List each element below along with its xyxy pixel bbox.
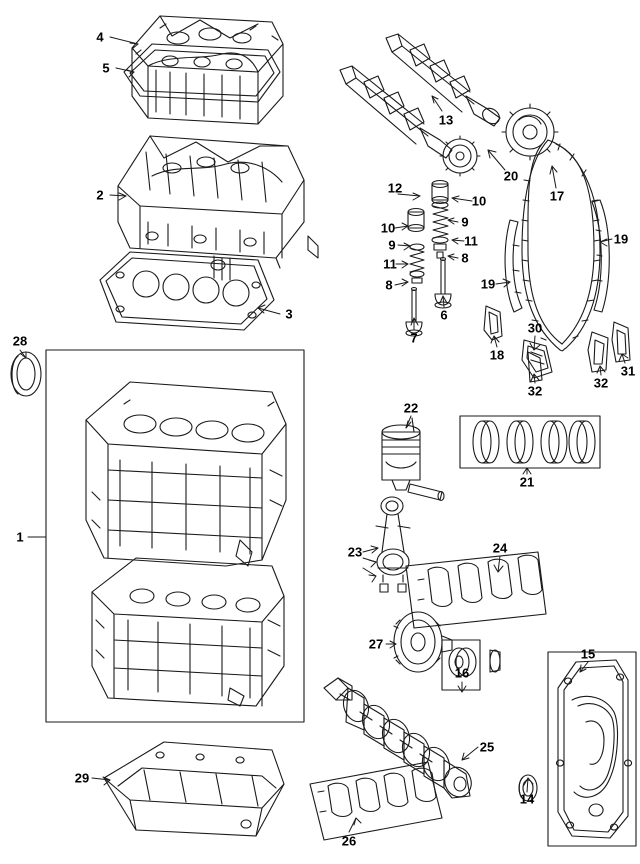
part-main-bearings: [310, 762, 442, 840]
part-valve-lifter: [432, 181, 448, 204]
part-chain-guide-bracket: [484, 306, 502, 340]
part-valve-spring-right: [432, 202, 448, 258]
part-valve-cover: [132, 16, 283, 124]
part-cylinder-block-lower: [92, 558, 284, 706]
part-piston-pin: [408, 484, 444, 501]
part-crankshaft: [324, 678, 475, 801]
callout-17: 17: [549, 188, 565, 204]
callout-8-left: 8: [385, 277, 393, 293]
part-chain-guide-left: [505, 220, 522, 312]
callout-10-upper: 10: [471, 193, 487, 209]
part-timing-chain: [522, 140, 600, 351]
part-valve-lifter-2: [408, 209, 424, 232]
callout-18: 18: [489, 347, 505, 363]
callout-26: 26: [341, 833, 357, 849]
part-valve-cover-gasket: [124, 44, 280, 102]
callout-19-left: 19: [480, 276, 496, 292]
callout-11-left: 11: [383, 256, 397, 272]
part-piston-rings: [460, 416, 600, 468]
part-oil-pan: [104, 742, 284, 836]
callout-14: 14: [519, 791, 535, 807]
callout-5: 5: [102, 60, 110, 76]
part-crankshaft-pulley: [394, 612, 452, 672]
callout-29: 29: [74, 770, 90, 786]
callout-21: 21: [519, 474, 535, 490]
part-cylinder-block-frame: [46, 350, 304, 722]
callout-22: 22: [403, 400, 419, 416]
part-seal-ring: [11, 352, 41, 396]
callout-2: 2: [96, 187, 104, 203]
callout-10-left: 10: [380, 220, 396, 236]
callout-28: 28: [12, 333, 28, 349]
callout-25: 25: [479, 739, 495, 755]
part-camshaft-sprocket: [502, 104, 558, 160]
callout-24: 24: [492, 540, 508, 556]
callout-13: 13: [438, 112, 454, 128]
callout-9-upper: 9: [461, 214, 469, 230]
callout-30: 30: [527, 320, 543, 336]
part-valve-spring-left: [410, 244, 424, 283]
callout-8-upper: 8: [461, 250, 469, 266]
callout-23: 23: [347, 544, 363, 560]
callout-31: 31: [620, 363, 636, 379]
callout-16: 16: [454, 665, 470, 681]
callout-6: 6: [440, 307, 448, 323]
part-cylinder-block-upper: [86, 382, 286, 566]
part-piston: [382, 418, 420, 490]
callout-15: 15: [580, 646, 596, 662]
part-camshaft: [340, 34, 502, 176]
callout-32-right: 32: [593, 375, 609, 391]
callout-20: 20: [503, 168, 519, 184]
callout-27: 27: [368, 636, 384, 652]
callout-32-left: 32: [527, 383, 543, 399]
callout-12: 12: [387, 180, 403, 196]
part-chain-tensioner: [522, 340, 552, 378]
part-chain-guide-right: [592, 200, 609, 312]
callout-19-right: 19: [613, 231, 629, 247]
callout-11-upper: 11: [464, 233, 478, 249]
part-timing-cover: [548, 652, 636, 846]
callout-7: 7: [410, 330, 418, 346]
callout-1: 1: [16, 529, 24, 545]
part-connecting-rod: [376, 497, 410, 592]
callout-3: 3: [285, 306, 293, 322]
part-rod-bearings: [406, 552, 546, 628]
callout-9-left: 9: [388, 237, 396, 253]
part-bracket-right: [588, 332, 608, 372]
callout-4: 4: [96, 29, 104, 45]
part-head-gasket: [100, 252, 274, 330]
part-crankshaft-gear: [442, 640, 500, 690]
part-cylinder-head: [118, 136, 318, 280]
